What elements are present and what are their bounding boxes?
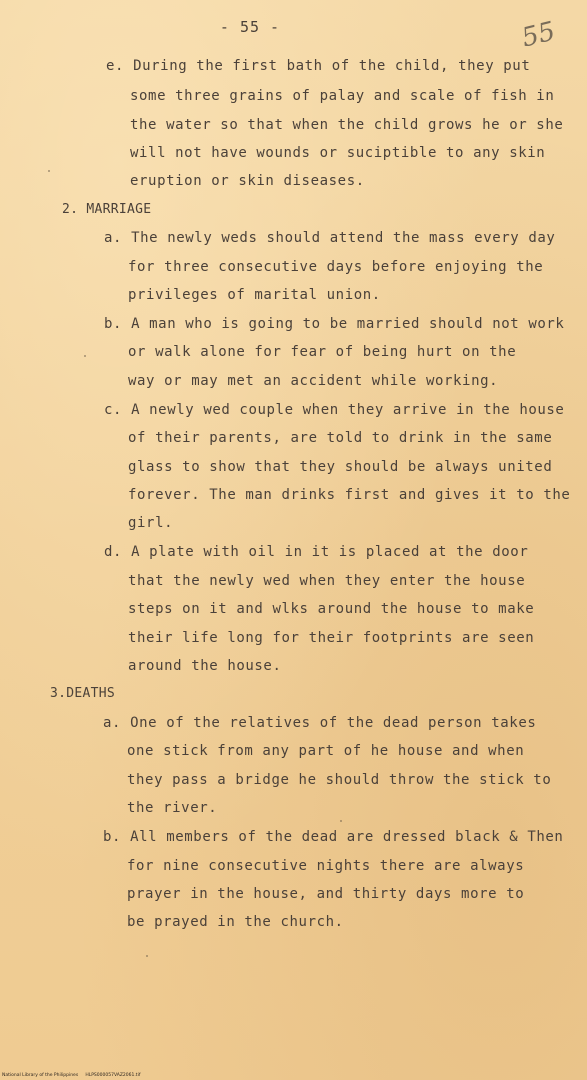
text-line: that the newly wed when they enter the house (128, 573, 526, 589)
text-line: a. The newly weds should attend the mass every day (104, 230, 556, 246)
section-heading-deaths: 3.DEATHS (50, 686, 116, 701)
text-line: c. A newly wed couple when they arrive in the house (104, 402, 565, 418)
text-line: for three consecutive days before enjoying the (128, 259, 544, 275)
text-line: the river. (127, 800, 218, 816)
text-line: the water so that when the child grows he or she (130, 117, 564, 133)
text-line: one stick from any part of he house and when (127, 743, 525, 759)
paper-speck (48, 170, 50, 172)
paper-speck (146, 955, 148, 957)
text-line: or walk alone for fear of being hurt on the (128, 344, 517, 360)
text-line: be prayed in the church. (127, 914, 344, 930)
scan-footer: National Library of the Philippines HLPS000057VAZ2061.tif (2, 1073, 141, 1078)
text-line: they pass a bridge he should throw the stick to (127, 772, 552, 788)
text-line: way or may met an accident while working. (128, 373, 499, 389)
text-line: a. One of the relatives of the dead person takes (103, 715, 537, 731)
text-line: prayer in the house, and thirty days more to (127, 886, 525, 902)
text-line: b. All members of the dead are dressed black & Then (103, 829, 564, 845)
text-line: e. During the first bath of the child, they put (106, 58, 531, 74)
text-line: around the house. (128, 658, 282, 674)
text-line: girl. (128, 515, 174, 531)
handwritten-page-mark: 55 (518, 16, 559, 54)
text-line: their life long for their footprints are seen (128, 630, 535, 646)
text-line: for nine consecutive nights there are always (127, 858, 525, 874)
page-number: - 55 - (219, 18, 281, 36)
text-line: steps on it and wlks around the house to make (128, 601, 535, 617)
text-line: will not have wounds or suciptible to any skin (130, 145, 546, 161)
text-line: some three grains of palay and scale of fish in (130, 88, 555, 104)
text-line: glass to show that they should be always united (128, 459, 553, 475)
text-line: forever. The man drinks first and gives it to the (128, 487, 571, 503)
paper-speck (84, 355, 86, 357)
paper-speck (340, 820, 342, 822)
text-line: b. A man who is going to be married should not work (104, 316, 565, 332)
section-heading-marriage: 2. MARRIAGE (62, 202, 152, 217)
text-line: d. A plate with oil in it is placed at the door (104, 544, 529, 560)
text-line: of their parents, are told to drink in the same (128, 430, 553, 446)
text-line: privileges of marital union. (128, 287, 381, 303)
text-line: eruption or skin diseases. (130, 173, 365, 189)
